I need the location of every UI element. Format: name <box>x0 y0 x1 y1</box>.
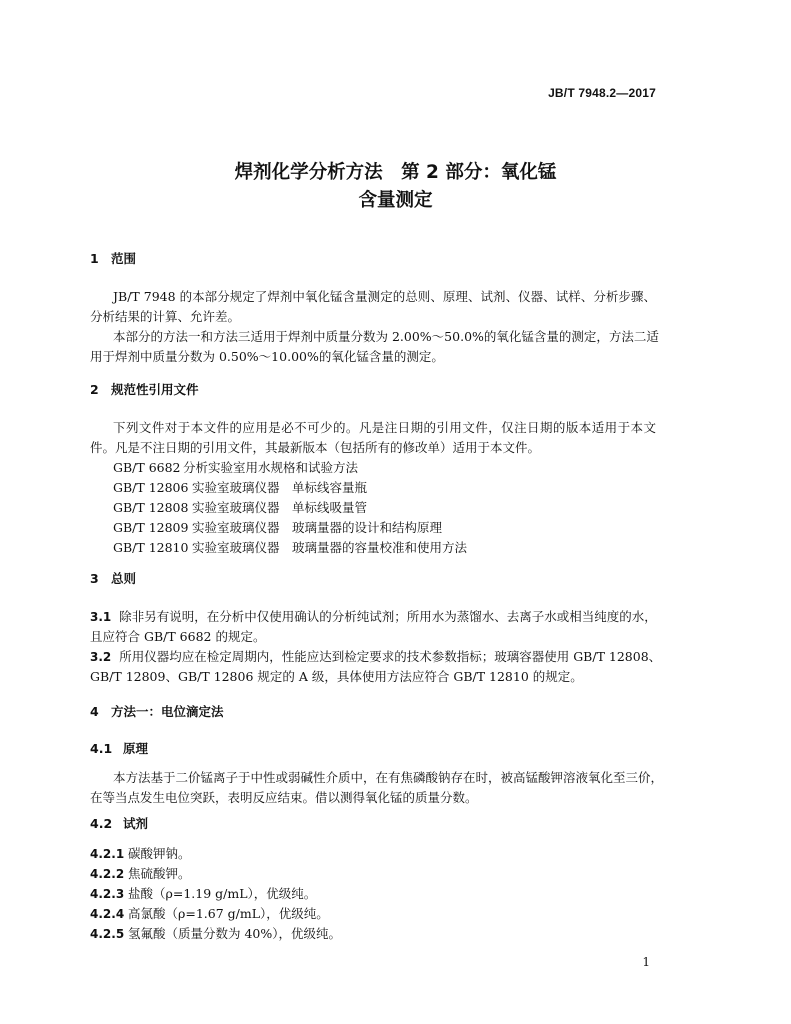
paragraph-line: GB/T 12809、GB/T 12806 规定的 A 级，具体使用方法应符合 GB/T 12810 的规定。 <box>90 669 583 684</box>
paragraph-line: 在等当点发生电位突跃，表明反应结束。借以测得氧化锰的质量分数。 <box>90 790 478 805</box>
reagent-item <box>90 904 329 924</box>
subsection-title: 试剂 <box>123 816 149 831</box>
reagent-text: 焦硫酸钾。 <box>128 866 191 881</box>
subsection-title: 原理 <box>123 741 149 756</box>
clause-3-2-line <box>90 647 662 667</box>
standard-code: JB/T 7948.2—2017 <box>548 86 656 100</box>
clause-number: 3.2 <box>90 650 112 664</box>
section-heading-method-one <box>90 703 224 721</box>
reference-code: GB/T 12808 <box>113 500 189 515</box>
reagent-text: 碳酸钾钠。 <box>128 846 191 861</box>
subsection-heading-principle <box>90 740 148 758</box>
document-title-line-2: 含量测定 <box>358 190 433 211</box>
reagent-number: 4.2.3 <box>90 887 125 901</box>
section-title: 总则 <box>111 571 137 586</box>
reference-code: GB/T 6682 <box>113 460 181 475</box>
paragraph-line: 分析结果的计算、允许差。 <box>90 309 241 324</box>
clause-3-1-line <box>90 607 656 627</box>
section-title: 范围 <box>111 251 137 266</box>
reference-code: GB/T 12810 <box>113 540 189 555</box>
reference-code: GB/T 12806 <box>113 480 189 495</box>
reference-item <box>113 498 367 518</box>
reference-title: 实验室玻璃仪器 玻璃量器的容量校准和使用方法 <box>192 540 468 555</box>
section-number: 3 <box>90 571 99 586</box>
section-heading-scope <box>90 250 136 268</box>
subsection-heading-reagents <box>90 815 148 833</box>
reference-title: 分析实验室用水规格和试验方法 <box>183 460 359 475</box>
reference-title: 实验室玻璃仪器 单标线吸量管 <box>192 500 368 515</box>
section-number: 4 <box>90 704 99 719</box>
subsection-number: 4.1 <box>90 741 113 756</box>
reference-item <box>113 518 442 538</box>
reagent-item <box>90 884 316 904</box>
clause-text: 所用仪器均应在检定周期内，性能应达到检定要求的技术参数指标；玻璃容器使用 GB/T 12808、 <box>119 649 662 664</box>
clause-number: 3.1 <box>90 610 112 624</box>
reagent-number: 4.2.5 <box>90 927 125 941</box>
paragraph-line: 本方法基于二价锰离子于中性或弱碱性介质中，在有焦磷酸钠存在时，被高锰酸钾溶液氧化至三价， <box>113 770 664 785</box>
subsection-number: 4.2 <box>90 816 113 831</box>
paragraph-line: 用于焊剂中质量分数为 0.50%～10.00%的氧化锰含量的测定。 <box>90 349 444 364</box>
paragraph-line: JB/T 7948 的本部分规定了焊剂中氧化锰含量测定的总则、原理、试剂、仪器、试样、分析步骤、 <box>113 289 656 304</box>
reagent-item <box>90 844 191 864</box>
paragraph-line: 本部分的方法一和方法三适用于焊剂中质量分数为 2.00%～50.0%的氧化锰含量的测定，方法二适 <box>113 329 659 344</box>
reference-title: 实验室玻璃仪器 玻璃量器的设计和结构原理 <box>192 520 443 535</box>
clause-text: 除非另有说明，在分析中仅使用确认的分析纯试剂；所用水为蒸馏水、去离子水或相当纯度的水， <box>119 609 657 624</box>
reagent-number: 4.2.1 <box>90 847 125 861</box>
paragraph-line: 且应符合 GB/T 6682 的规定。 <box>90 629 266 644</box>
reference-title: 实验室玻璃仪器 单标线容量瓶 <box>192 480 368 495</box>
page-number: 1 <box>642 955 650 969</box>
document-title-line-1: 焊剂化学分析方法 第 2 部分：氧化锰 <box>234 162 557 183</box>
reagent-number: 4.2.2 <box>90 867 125 881</box>
reagent-text: 盐酸（ρ=1.19 g/mL），优级纯。 <box>128 886 317 901</box>
reference-item <box>113 478 367 498</box>
reference-item <box>113 538 467 558</box>
section-heading-general <box>90 570 136 588</box>
reagent-text: 氢氟酸（质量分数为 40%），优级纯。 <box>128 926 342 941</box>
paragraph-line: 下列文件对于本文件的应用是必不可少的。凡是注日期的引用文件，仅注日期的版本适用于本文 <box>113 420 656 435</box>
reference-item <box>113 458 358 478</box>
reagent-number: 4.2.4 <box>90 907 125 921</box>
section-heading-normative-references <box>90 381 199 399</box>
section-title: 规范性引用文件 <box>111 382 199 397</box>
paragraph-line: 件。凡是不注日期的引用文件，其最新版本（包括所有的修改单）适用于本文件。 <box>90 440 541 455</box>
reference-code: GB/T 12809 <box>113 520 189 535</box>
section-title: 方法一：电位滴定法 <box>111 704 224 719</box>
reagent-text: 高氯酸（ρ=1.67 g/mL），优级纯。 <box>128 906 329 921</box>
reagent-item <box>90 924 341 944</box>
section-number: 1 <box>90 251 99 266</box>
section-number: 2 <box>90 382 99 397</box>
reagent-item <box>90 864 191 884</box>
